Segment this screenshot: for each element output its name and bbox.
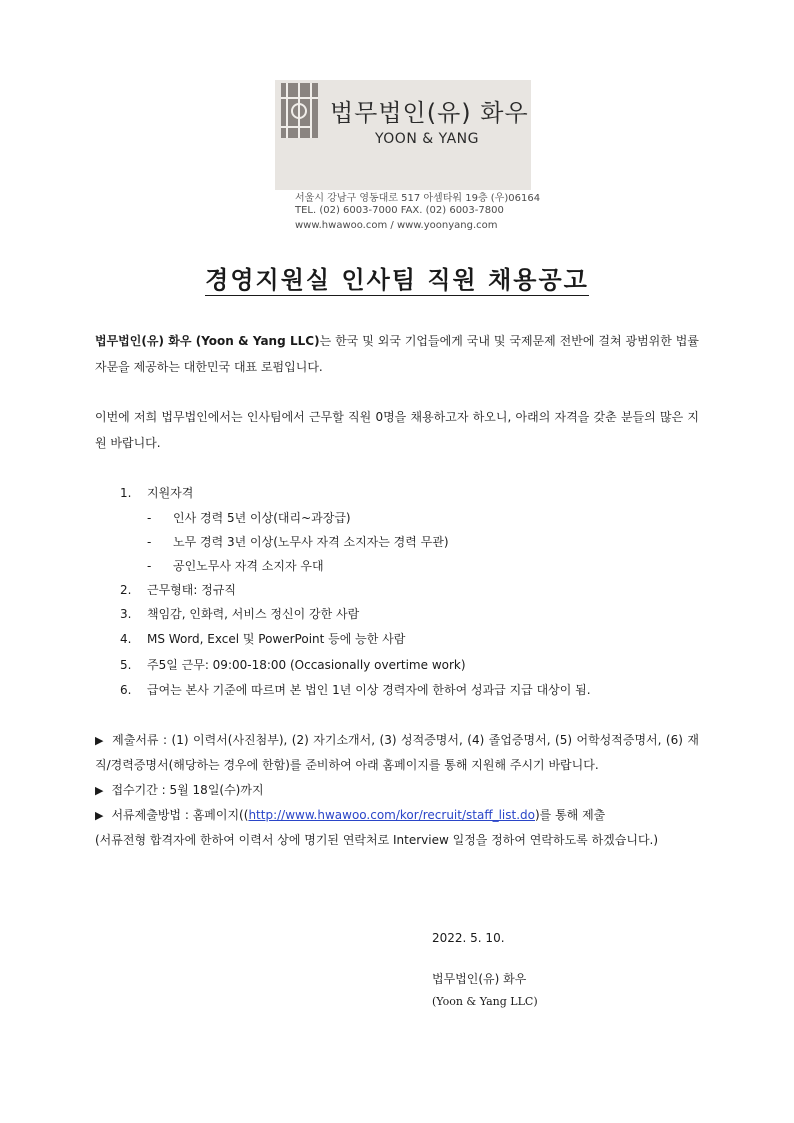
sub-list-item: - 공인노무사 자격 소지자 우대 (147, 559, 324, 573)
signature-firm-korean: 법무법인(유) 화우 (432, 972, 527, 986)
list-item: 1. 지원자격 (120, 486, 194, 500)
triangle-bullet-icon: ▶ (95, 809, 104, 822)
posting-date: 2022. 5. 10. (432, 931, 505, 945)
submission-method: ▶ 서류제출방법 : 홈페이지((http://www.hwawoo.com/kor/recruit/staff_list.do)를 통해 제출 (95, 808, 606, 822)
submission-documents: ▶ 제출서류 : (1) 이력서(사진첨부), (2) 자기소개서, (3) 성적증명서, (4) 졸업증명서, (5) 어학성적증명서, (6) 재직/경력증명서(해당하는 경우에 한함)를 준비하여 아래 홈페이지를 통해 지원해 주시기 바랍니다. (95, 733, 700, 772)
list-item: 6. 급여는 본사 기준에 따르며 본 법인 1년 이상 경력자에 한하여 성과급 지급 대상이 됨. (120, 683, 591, 697)
triangle-bullet-icon: ▶ (95, 784, 104, 797)
firm-website: www.hwawoo.com / www.yoonyang.com (295, 220, 498, 231)
intro-firm-name: 법무법인(유) 화우 (Yoon & Yang LLC) (95, 334, 320, 348)
firm-tel-fax: TEL. (02) 6003-7000 FAX. (02) 6003-7800 (295, 205, 504, 216)
firm-name-english: YOON & YANG (375, 131, 479, 147)
list-item: 3. 책임감, 인화력, 서비스 정신이 강한 사람 (120, 607, 360, 621)
firm-name-korean: 법무법인(유) 화우 (330, 99, 529, 127)
list-item: 4. MS Word, Excel 및 PowerPoint 등에 능한 사람 (120, 632, 406, 646)
firm-logo-mark (281, 83, 318, 138)
sub-list-item: - 노무 경력 3년 이상(노무사 자격 소지자는 경력 무관) (147, 535, 449, 549)
submission-period: ▶ 접수기간 : 5월 18일(수)까지 (95, 783, 264, 797)
firm-address: 서울시 강남구 영동대로 517 아셈타워 19층 (우)06164 (295, 193, 541, 204)
list-item: 5. 주5일 근무: 09:00-18:00 (Occasionally overtime work) (120, 658, 466, 672)
submission-section (95, 728, 699, 853)
intro-text: 는 한국 및 외국 기업들에게 국내 및 국제문제 전반에 걸쳐 광범위한 법률자문을 제공하는 대한민국 대표 로펌입니다. (95, 334, 699, 374)
recruit-page-link[interactable]: http://www.hwawoo.com/kor/recruit/staff_list.do (248, 808, 535, 822)
sub-list-item: - 인사 경력 5년 이상(대리~과장급) (147, 511, 351, 525)
signature-firm-english: (Yoon & Yang LLC) (432, 995, 538, 1008)
submission-note: (서류전형 합격자에 한하여 이력서 상에 명기된 연락처로 Interview 일정을 정하여 연락하도록 하겠습니다.) (95, 833, 659, 847)
document-title: 경영지원실 인사팀 직원 채용공고 (205, 266, 589, 294)
triangle-bullet-icon: ▶ (95, 734, 105, 747)
intro-paragraph-2: 이번에 저희 법무법인에서는 인사팀에서 근무할 직원 0명을 채용하고자 하오니, 아래의 자격을 갖춘 분들의 많은 지원 바랍니다. (95, 410, 699, 450)
list-item: 2. 근무형태: 정규직 (120, 583, 237, 597)
intro-paragraph (95, 328, 699, 380)
